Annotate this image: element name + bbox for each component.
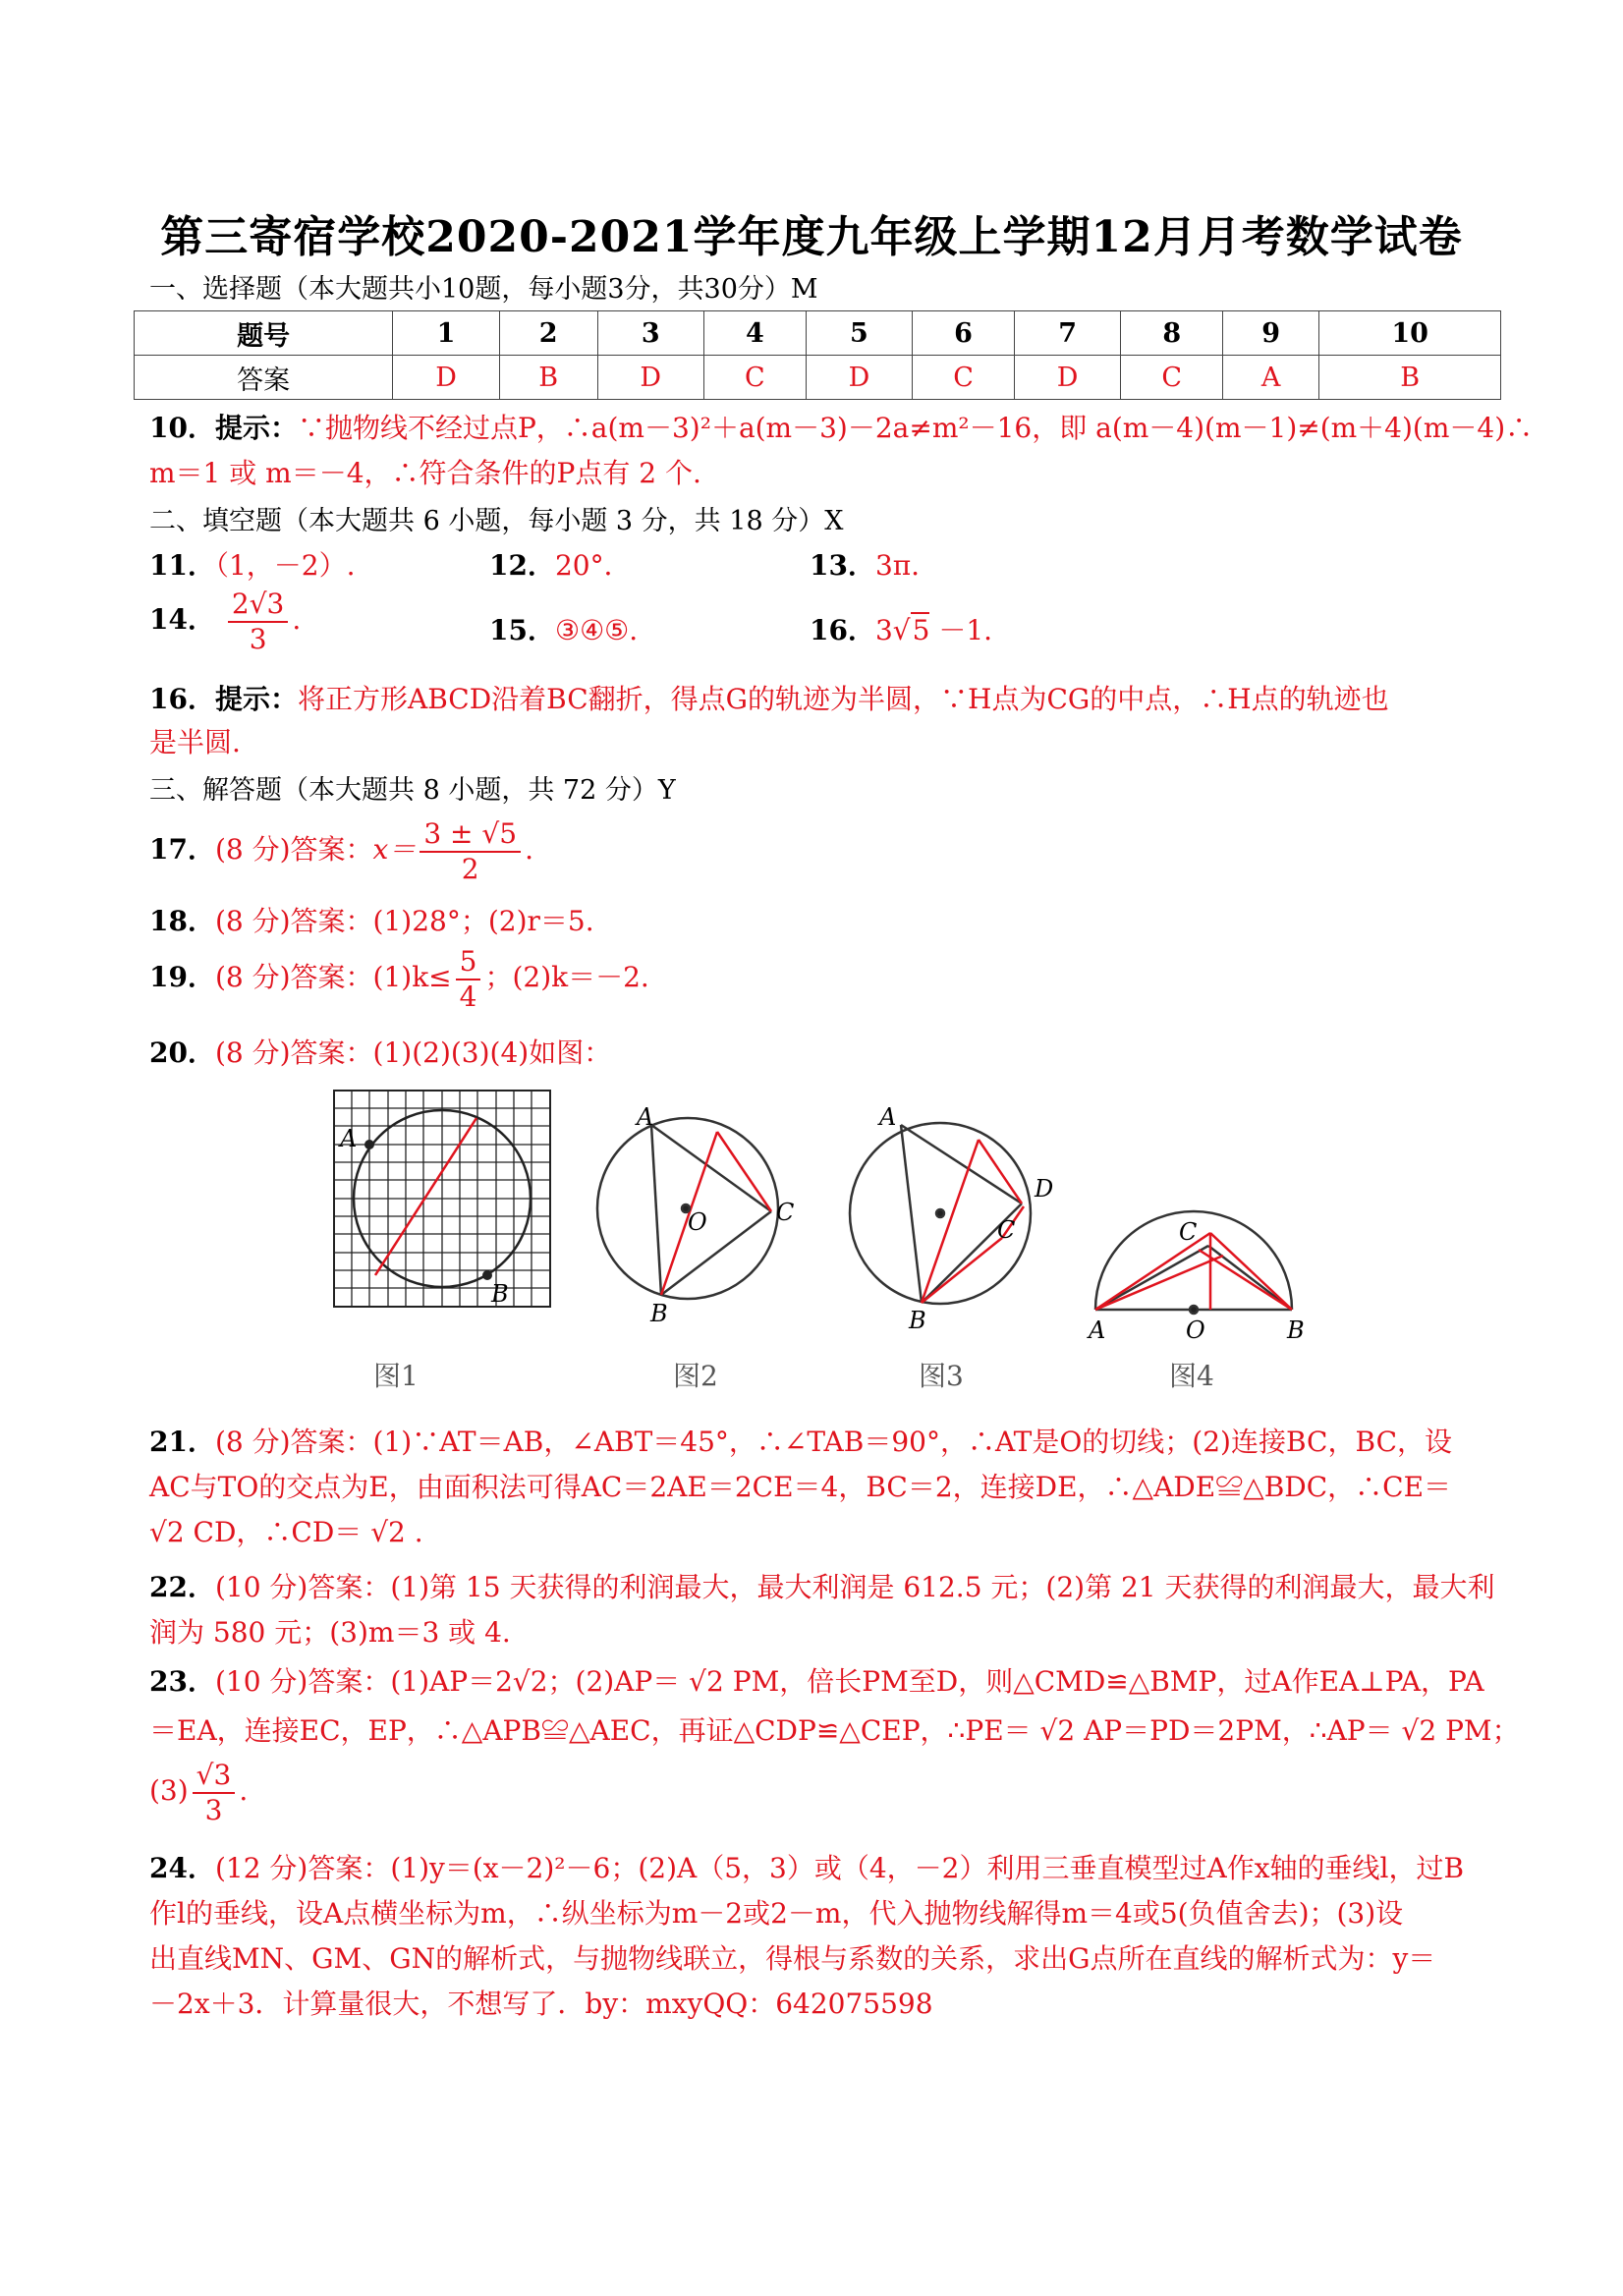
hint-10-line1: 10．提示：∵抛物线不经过点P，∴a(m－3)²＋a(m－3)－2a≠m²－16，即 a(m－4)(m－1)≠(m＋4)(m－4)∴ [149,412,1534,444]
fig2-label: 图2 [673,1360,718,1392]
header-label: 题号 [135,311,393,356]
table-cell: 7 [1014,311,1120,356]
fig4-point-b: B [1287,1316,1305,1344]
answer-24-line2: 作l的垂线，设A点横坐标为m，∴纵坐标为m－2或2－m，代入抛物线解得m＝4或5(负值舍去)；(3)设 [149,1897,1404,1930]
section-choice-title: 一、选择题（本大题共小10题，每小题3分，共30分）M [149,274,818,305]
table-cell: D [597,356,703,400]
table-cell: B [1319,356,1501,400]
table-cell: C [913,356,1015,400]
fig1-point-a: A [340,1125,358,1152]
fill-11: 11．（1，－2）. [149,549,356,582]
fig3-point-a: A [879,1103,897,1131]
fig3-point-b: B [909,1307,926,1334]
hint-10-line2: m＝1 或 m＝－4，∴符合条件的P点有 2 个. [149,457,701,489]
table-cell: 8 [1121,311,1223,356]
table-cell: B [499,356,597,400]
answer-20: 20．(8 分)答案：(1)(2)(3)(4)如图： [149,1036,612,1069]
fill-13: 13．3π. [810,549,921,582]
answer-24-line1: 24．(12 分)答案：(1)y＝(x－2)²－6；(2)A（5，3）或（4，－2）利用三垂直模型过A作x轴的垂线l，过B [149,1852,1465,1884]
table-cell: 9 [1223,311,1319,356]
answer-23-line2: ＝EA，连接EC，EP，∴△APB≌△AEC，再证△CDP≌△CEP，∴PE＝ √2 AP＝PD＝2PM，∴AP＝ √2 PM； [149,1714,1520,1747]
fig3-point-c: C [997,1216,1016,1244]
fig4-point-o: O [1186,1316,1205,1344]
answer-22-line2: 润为 580 元；(3)m＝3 或 4. [149,1616,511,1649]
answer-17: 17．(8 分)答案：x＝ $\frac{3 \pm √5}{2}$ . [149,817,533,885]
fig2-point-o: O [688,1208,707,1236]
figure-3 [850,1123,1031,1304]
table-cell: D [393,356,499,400]
fig4-label: 图4 [1169,1360,1214,1392]
hint-16-line2: 是半圆. [149,726,241,758]
table-cell: 3 [597,311,703,356]
table-cell: C [1121,356,1223,400]
answer-21-line3: √2 CD，∴CD＝ √2 . [149,1516,423,1548]
table-cell: 2 [499,311,597,356]
table-row-answers [135,356,1501,400]
answer-19: 19．(8 分)答案：(1)k≤ $\frac{5}{4}$ ；(2)k＝－2. [149,945,649,1013]
answer-label: 答案 [135,356,393,400]
fig3-point-d: D [1035,1175,1054,1203]
fig3-label: 图3 [919,1360,964,1392]
answer-23-line1: 23．(10 分)答案：(1)AP＝2√2；(2)AP＝ √2 PM，倍长PM至D，则△CMD≌△BMP，过A作EA⊥PA，PA [149,1665,1484,1698]
table-cell: 6 [913,311,1015,356]
answer-21-line1: 21．(8 分)答案：(1)∵AT＝AB，∠ABT＝45°，∴∠TAB＝90°，∴AT是O的切线；(2)连接BC，BC，设 [149,1426,1452,1458]
table-cell: 4 [703,311,806,356]
answer-21-line2: AC与TO的交点为E，由面积法可得AC＝2AE＝2CE＝4，BC＝2，连接DE，∴△ADE≌△BDC，∴CE＝ [149,1471,1452,1503]
section-fill-title: 二、填空题（本大题共 6 小题，每小题 3 分，共 18 分）X [149,506,844,536]
fill-14: 14． $\frac{2√3}{3}$ . [149,588,302,655]
table-cell: 10 [1319,311,1501,356]
answer-18: 18．(8 分)答案：(1)28°；(2)r＝5. [149,905,594,937]
fill-16: 16．3√5 －1. [810,614,993,646]
fill-15: 15．③④⑤. [489,614,639,646]
fill-12: 12．20°． [489,549,632,582]
figure-1 [334,1091,550,1307]
fig2-point-c: C [776,1199,795,1226]
table-cell: C [703,356,806,400]
answer-table [134,310,1501,400]
answer-23-line3: (3) $\frac{√3}{3}$ . [149,1759,249,1826]
table-cell: 1 [393,311,499,356]
section-solve-title: 三、解答题（本大题共 8 小题，共 72 分）Y [149,775,676,806]
hint-16-line1: 16．提示：将正方形ABCD沿着BC翻折，得点G的轨迹为半圆，∵H点为CG的中点，∴H点的轨迹也 [149,683,1389,715]
table-cell: 5 [806,311,912,356]
fig4-point-c: C [1179,1218,1198,1246]
fig2-point-a: A [637,1103,654,1131]
fig4-point-a: A [1089,1316,1106,1344]
table-cell: A [1223,356,1319,400]
page-title: 第三寄宿学校2020-2021学年度九年级上学期12月月考数学试卷 [160,212,1463,262]
table-cell: D [1014,356,1120,400]
fraction: $\frac{2√3}{3}$ [228,588,288,655]
fig2-point-b: B [650,1300,668,1327]
answer-22-line1: 22．(10 分)答案：(1)第 15 天获得的利润最大，最大利润是 612.5 元；(2)第 21 天获得的利润最大，最大利 [149,1571,1495,1603]
answer-24-line4: －2x＋3．计算量很大，不想写了．by：mxyQQ：642075598 [149,1988,933,2020]
table-cell: D [806,356,912,400]
answer-24-line3: 出直线MN、GM、GN的解析式，与抛物线联立，得根与系数的关系，求出G点所在直线的解析式为：y＝ [149,1942,1436,1975]
fig1-label: 图1 [373,1360,419,1392]
table-row-numbers [135,311,1501,356]
fig1-point-b: B [491,1280,509,1308]
figures-q20 [314,1081,1316,1415]
